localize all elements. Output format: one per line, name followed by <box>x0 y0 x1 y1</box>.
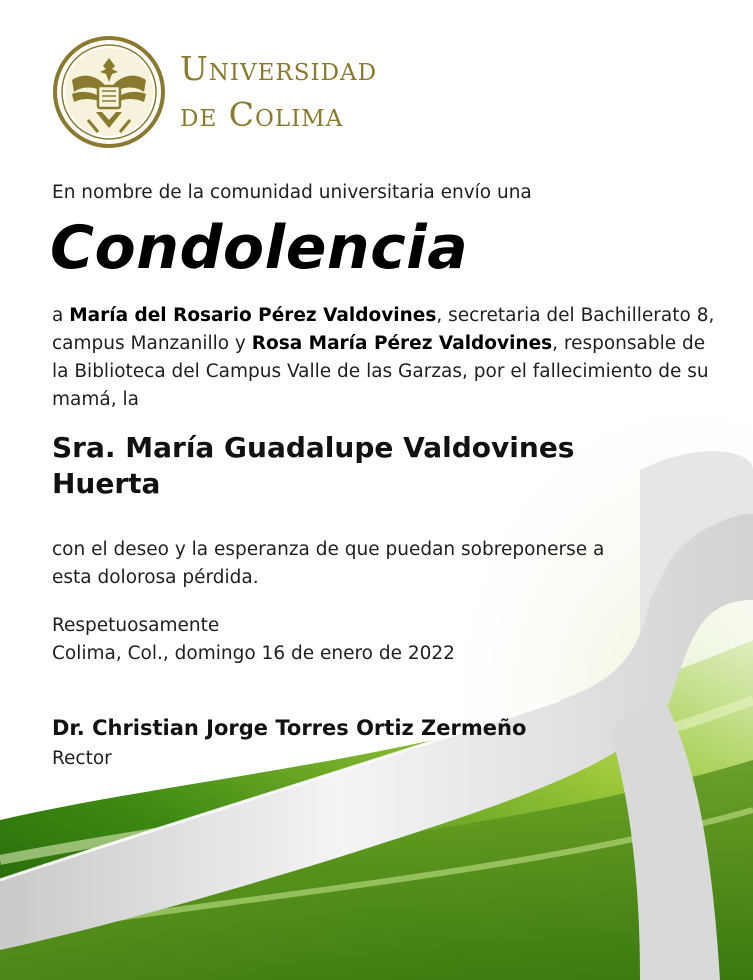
university-logo <box>52 36 432 148</box>
message-text-b: , secretaria del Bachillerato 8, campus Manzanillo y <box>52 305 715 354</box>
signer-title: Rector <box>52 748 112 769</box>
message-paragraph <box>52 302 722 414</box>
message-text-a: a <box>52 305 70 326</box>
wish-paragraph: con el deseo y la esperanza de que puedan sobreponerse a esta dolorosa pérdida. <box>52 539 605 588</box>
deceased-name: Sra. María Guadalupe Valdovines Huerta <box>52 431 575 500</box>
closing-greeting: Respetuosamente <box>52 615 220 636</box>
wordmark-line-2: de Colima <box>180 95 344 134</box>
bereaved-name-2: Rosa María Pérez Valdovines <box>251 333 553 354</box>
intro-text: En nombre de la comunidad universitaria envío una <box>52 182 532 203</box>
place-date: Colima, Col., domingo 16 de enero de 2022 <box>52 643 455 664</box>
headline: Condolencia <box>50 213 469 283</box>
university-eagle-seal-icon <box>52 36 166 148</box>
closing-block <box>52 612 455 668</box>
wordmark-line-1: Universidad <box>180 49 378 88</box>
bereaved-name-1: María del Rosario Pérez Valdovines <box>69 305 437 326</box>
signer-name: Dr. Christian Jorge Torres Ortiz Zermeño <box>52 716 527 740</box>
university-wordmark <box>180 46 377 138</box>
message-text-c: , responsable de la Biblioteca del Campus Valle de las Garzas, por el fallecimiento de su mamá, la <box>52 333 709 410</box>
